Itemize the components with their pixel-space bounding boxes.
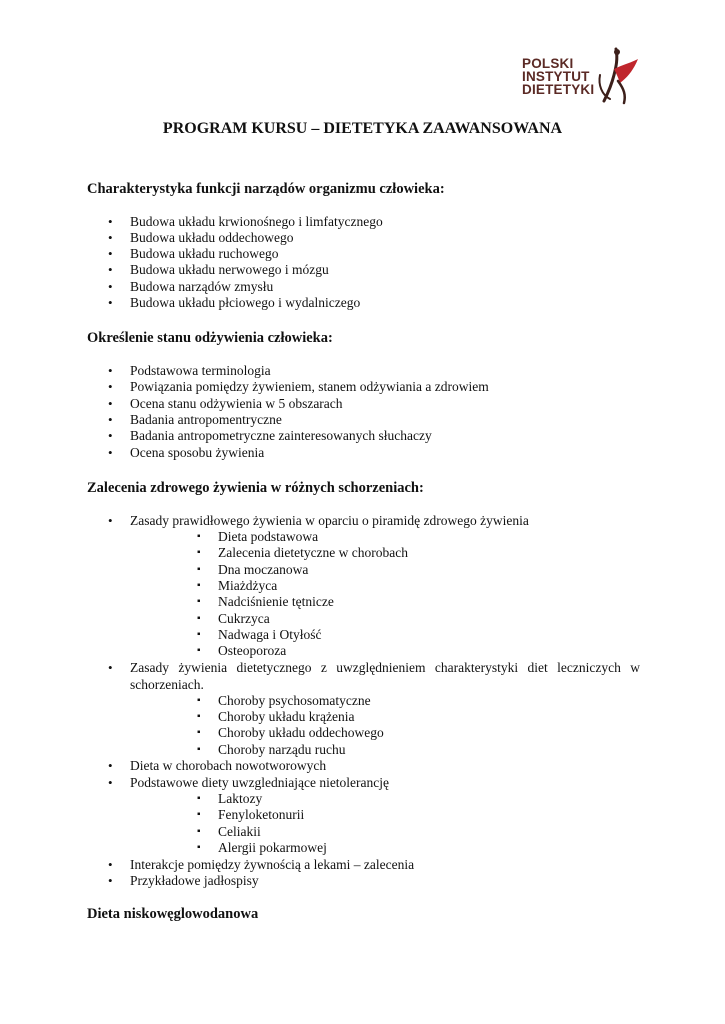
sub-list-item: ▪ Choroby układu oddechowego — [218, 725, 384, 742]
sub-list-item: ▪ Choroby psychosomatyczne — [218, 693, 371, 710]
list-item: • Budowa układu płciowego i wydalniczego — [130, 295, 360, 312]
sub-list-item: ▪ Choroby narządu ruchu — [218, 742, 345, 759]
list-item: • Interakcje pomiędzy żywnością a lekami – zalecenia — [130, 857, 414, 874]
page-title: PROGRAM KURSU – DIETETYKA ZAAWANSOWANA — [162, 120, 563, 137]
sub-list-item: ▪ Fenyloketonurii — [218, 807, 304, 824]
list-item: • Podstawowa terminologia — [130, 363, 271, 380]
sub-list-item: ▪ Cukrzyca — [218, 611, 270, 628]
sub-list-item: ▪ Nadciśnienie tętnicze — [218, 594, 334, 611]
sub-list-item: ▪ Dna moczanowa — [218, 562, 308, 579]
list-item: • Budowa układu nerwowego i mózgu — [130, 262, 329, 279]
sub-list-item: ▪ Laktozy — [218, 791, 262, 808]
sub-list-item: ▪ Nadwaga i Otyłość — [218, 627, 321, 644]
sub-list-item: ▪ Osteoporoza — [218, 643, 286, 660]
list-item: • Badania antropomentryczne — [130, 412, 282, 429]
list-item: • Dieta w chorobach nowotworowych — [130, 758, 326, 775]
sub-list-item: ▪ Miażdżyca — [218, 578, 277, 595]
list-item: • Podstawowe diety uwzgledniające nietolerancję — [130, 775, 389, 792]
sub-list-item: ▪ Celiakii — [218, 824, 261, 841]
logo-line-2: INSTYTUT — [522, 69, 590, 84]
list-item: • Przykładowe jadłospisy — [130, 873, 259, 890]
section-heading-organs: Charakterystyka funkcji narządów organizmu człowieka: — [87, 181, 445, 197]
sub-list-item: ▪ Choroby układu krążenia — [218, 709, 354, 726]
dancer-emblem-icon — [594, 45, 640, 105]
list-item: • Powiązania pomiędzy żywieniem, stanem odżywiania a zdrowiem — [130, 379, 489, 396]
section-heading-nutrition-status: Określenie stanu odżywienia człowieka: — [87, 330, 333, 346]
list-item: • Budowa układu krwionośnego i limfatycznego — [130, 214, 383, 231]
list-item: • Ocena stanu odżywienia w 5 obszarach — [130, 396, 343, 413]
logo-line-3: DIETETYKI — [522, 82, 595, 97]
list-item: • Budowa układu ruchowego — [130, 246, 278, 263]
list-item: • Zasady prawidłowego żywienia w oparciu o piramidę zdrowego żywienia — [130, 513, 529, 530]
list-item: • Zasady żywienia dietetycznego z uwzględnieniem charakterystyki diet leczniczych w schorzeniach. — [130, 660, 640, 693]
sub-list-item: ▪ Alergii pokarmowej — [218, 840, 327, 857]
section-heading-low-carb: Dieta niskowęglowodanowa — [87, 906, 259, 922]
logo-line-1: POLSKI — [522, 56, 574, 71]
logo-text — [522, 57, 594, 96]
section-heading-diseases: Zalecenia zdrowego żywienia w różnych schorzeniach: — [87, 480, 424, 496]
sub-list-item: ▪ Dieta podstawowa — [218, 529, 318, 546]
list-item: • Budowa układu oddechowego — [130, 230, 293, 247]
list-item: • Budowa narządów zmysłu — [130, 279, 273, 296]
sub-list-item: ▪ Zalecenia dietetyczne w chorobach — [218, 545, 408, 562]
list-item: • Badania antropometryczne zainteresowanych słuchaczy — [130, 428, 432, 445]
list-item: • Ocena sposobu żywienia — [130, 445, 264, 462]
institute-logo — [522, 45, 642, 105]
